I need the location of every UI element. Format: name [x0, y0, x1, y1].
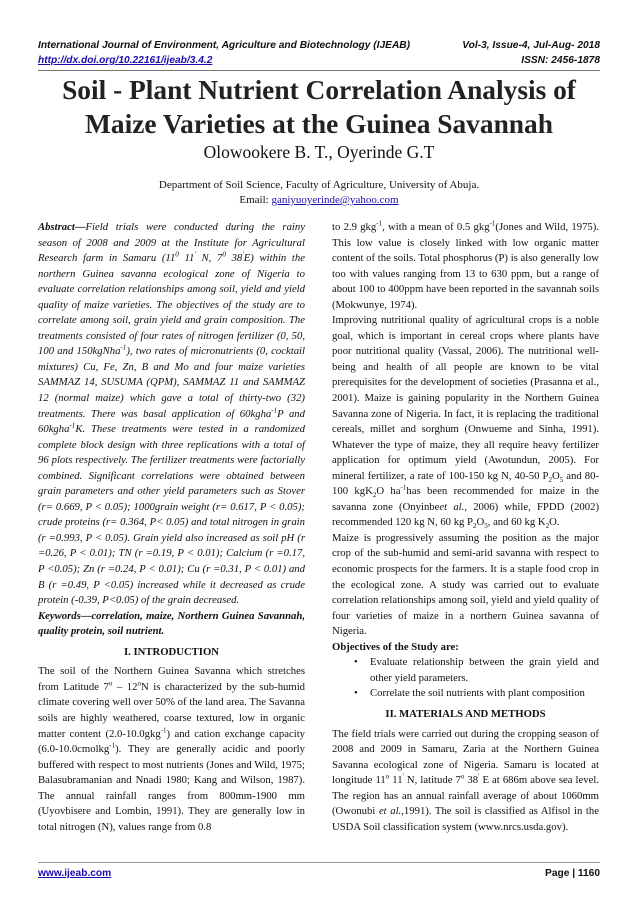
methods-paragraph — [332, 727, 599, 836]
p2-text-4: O ha — [376, 485, 401, 498]
bullet-icon: • — [354, 687, 358, 700]
prime-sup: ' — [402, 772, 404, 781]
degree-sup: 0 — [175, 250, 179, 259]
list-item — [354, 686, 599, 702]
methods-text-1: The field trials were carried out during the cropping season of 2008 and 2009 in Samaru, Zaria at the Northern Guinea Savanna ecological zone of Nigeria. Samaru is located at longitude 11 — [332, 727, 599, 787]
methods-text-2: 11 — [389, 774, 403, 787]
o-sup: o — [385, 772, 390, 781]
prime-sup: ' — [242, 250, 244, 259]
neg1-sup: -1 — [160, 725, 167, 734]
neg1-sup: -1 — [120, 343, 127, 352]
running-header — [38, 40, 600, 51]
p2-text-9: O. — [549, 516, 560, 529]
p2-text-6: , 2006) while, FPDD (2002) recommended 120 kg N, 60 kg P — [332, 500, 599, 529]
neg1-sup: -1 — [69, 421, 76, 430]
intro-text-4: ) and cation exchange capacity (6.0-10.0cmolkg — [38, 727, 306, 756]
p2-text-8: , and 60 kg K — [487, 516, 546, 529]
journal-name: International Journal of Environment, Agriculture and Biotechnology (IJEAB) — [38, 40, 411, 51]
neg1-sup: -1 — [489, 219, 496, 228]
abstract-text-7: P and 60kgha — [38, 407, 305, 436]
intro-continued — [332, 220, 599, 313]
abstract-text-3: N, 7 — [195, 252, 223, 265]
objective-text: Correlate the soil nutrients with plant composition — [370, 687, 585, 700]
intro-text-1: The soil of the Northern Guinea Savanna which stretches from Latitude 7 — [38, 665, 305, 693]
right-text-1: to 2.9 gkg — [332, 221, 377, 233]
bullet-icon: • — [354, 656, 358, 669]
left-column — [38, 220, 305, 835]
header-divider — [38, 70, 600, 71]
neg1-sup: -1 — [400, 483, 407, 492]
keywords-dash: — — [80, 609, 92, 622]
o-sup: o — [460, 772, 465, 781]
right-column — [332, 220, 599, 835]
methods-text-6: ,1991). The soil is classified as Alfisol in the USDA Soil classification system (www.nrcs.usda.gov). — [332, 805, 599, 833]
objectives-heading: Objectives of the Study are: — [332, 640, 459, 653]
p2-text-1: Improving nutritional quality of agricultural crops is a noble goal, which is important in cereal crops where plants have poor nutritional quality (Vassal, 2006). The nutritional well-being and health of all people are known to be vital prerequisites for the development of societies (Prasanna et al., 2001). Maize is gaining popularity in the Northern Guinea Savanna zone of Nigeria. In fact, it is replacing the traditional cereals, millet and sorghum (Onwueme and Sinha, 1991). Whatever the type of maize, they all require heavy fertilizer application for optimum yield (Awotundun, 2005). For mineral fertilizer, a rate of 100-150 kg N, 40-50 P — [332, 314, 599, 482]
abstract-label: Abstract — [38, 221, 75, 233]
p2-text-7: O — [476, 516, 485, 529]
keywords-text: correlation, maize, Northern Guinea Savannah, quality protein, soil nutrient. — [38, 609, 305, 638]
paragraph-nutritional-quality — [332, 313, 599, 531]
prime-sup: ' — [478, 772, 480, 781]
et-al: et al. — [378, 805, 402, 818]
sub-5: 5 — [559, 475, 564, 484]
neg1-sup: -1 — [271, 406, 278, 414]
abstract-text-2: 11 — [178, 252, 195, 265]
email-link[interactable]: ganiyuoyerinde@yahoo.com — [271, 194, 399, 206]
o-sup: o — [108, 679, 113, 688]
title-line-2: Maize Varieties at the Guinea Savannah — [85, 109, 553, 139]
footer-divider — [38, 862, 600, 863]
doi-link[interactable]: http://dx.doi.org/10.22161/ijeab/3.4.2 — [38, 55, 213, 66]
email-label: Email: — [239, 194, 269, 206]
keywords-label: Keywords — [38, 609, 81, 622]
website-link[interactable]: www.ijeab.com — [38, 868, 112, 879]
authors: Olowookere B. T., Oyerinde G.T — [203, 142, 435, 162]
list-item — [354, 655, 599, 686]
methods-text-3: N, latitude 7 — [403, 774, 461, 787]
neg1-sup: -1 — [109, 741, 116, 750]
right-text-3: (Jones and Wild, 1975). This low value is closely linked with low organic matter content of the soils. Total phosphorus (P) is also generally low too with values ranging from 13 to 630 ppm, but a range of about 100 to 400ppm have been reported in the savannah soils (Mokwunye, 1974). — [332, 221, 599, 311]
affiliation-block — [38, 178, 600, 208]
page-footer — [38, 868, 600, 879]
neg1-sup: -1 — [376, 219, 383, 228]
p2-text-5: has been recommended for maize in the savanna zone (Onyinbe — [332, 485, 599, 513]
o-sup: o — [137, 679, 141, 688]
introduction-paragraph — [38, 664, 305, 835]
keywords — [38, 609, 305, 640]
methods-heading: II. MATERIALS AND METHODS — [385, 707, 546, 720]
intro-text-2: – 12 — [112, 680, 138, 693]
page-number: Page | 1160 — [545, 868, 600, 879]
sub-2: 2 — [545, 522, 550, 531]
intro-text-5: ). They are generally acidic and poorly buffered with respect to most nutrients (Jones and Wild, 1975; Balasubramanian and Nnadi 1980; Kang and Wilson, 1987). The annual rainfall ranges from 800mm-1900 mm (Uyovbisere and Lombin, 1991). They are generally low in total nitrogen (N), values range from 0.8 — [38, 743, 305, 833]
abstract-text-4: 38 — [225, 252, 243, 265]
abstract-text-8: K. These treatments were tested in a randomized complete block design with three replications with a total of 96 plots respectively. The fertilizer treatments were factorially combined. Significant correlations were obtained between grain parameters and other yield parameters such as Stover (r= 0.669, P < 0.05); 1000grain weight (r= 0.617, P < 0.05); crude proteins (r= 0.364, P< 0.05) and total nitrogen in grain (r =0.993, P < 0.05). Grain yield also increased as soil pH (r =0.26, P < 0.01); TN (r =0.19, P < 0.01); Calcium (r =0.17, P <0.05); Zn (r =0.24, P < 0.01); Cu (r =0.31, P < 0.01) and B (r =0.49, P <0.05) increased while it decreased as crude protein (-0.39, P<0.05) of the grain decreased. — [38, 423, 305, 607]
sub-2: 2 — [372, 491, 377, 500]
abstract-text-5: E) within the northern Guinea savanna ecological zone of Nigeria to evaluate correlation relationships among soil, yield and yield quality of maize varieties. The objectives of the study are to correlate among soil, grain yield and grain composition. The treatments consisted of four rates of nitrogen fertilizer (0, 50, 100 and 150kgNha — [38, 252, 305, 358]
objective-text: Evaluate relationship between the grain yield and other yield parameters. — [370, 656, 599, 684]
sub-5: 5 — [484, 522, 488, 531]
et-al: et al. — [439, 500, 465, 513]
degree-sup: 0 — [222, 250, 226, 259]
issn: ISSN: 2456-1878 — [521, 55, 600, 66]
title-line-1: Soil - Plant Nutrient Correlation Analysis of — [62, 75, 576, 105]
p2-text-2: O — [551, 469, 560, 482]
paragraph-maize-position: Maize is progressively assuming the position as the major crop of the sub-humid and semi-arid savanna with respect to economic prospects for the farmers. It is a staple food crop in the ecological zone. A study was carried out to evaluate correlation relationships among soil, yield and yield quality of four varieties of maize in a northern Guinea savanna of Nigeria. — [332, 531, 599, 638]
objectives-list — [332, 655, 599, 702]
p2-text-3: and 80-100 kgK — [332, 469, 599, 498]
intro-text-3: N is characterized by the sub-humid climate covering well over 50% of the land area. The Savanna soils are highly weathered, coarse textured, low in organic matter content (2.0-10.0gkg — [38, 680, 306, 740]
affiliation: Department of Soil Science, Faculty of Agriculture, University of Abuja. — [158, 179, 480, 191]
paper-title — [38, 73, 600, 141]
introduction-heading: I. INTRODUCTION — [123, 645, 219, 658]
volume-issue: Vol-3, Issue-4, Jul-Aug- 2018 — [462, 40, 600, 51]
doi-line — [38, 55, 600, 66]
abstract-text-1: Field trials were conducted during the rainy season of 2008 and 2009 at the Institute for Agricultural Research farm in Samaru (11 — [38, 221, 305, 265]
abstract-text-6: ), two rates of micronutrients (0, cocktail mixtures) Cu, Fe, Zn, B and Mo and four maize varieties SAMMAZ 14, SUSUMA (QPM), SAMMAZ 11 and SAMMAZ 12 (normal maize) which gave a total of thirty-two (32) treatments. There was basal application of 60kgha — [38, 345, 305, 420]
methods-text-5: E at 686m above sea level. The region has an annual rainfall average of about 1060mm (Owonubi — [332, 774, 599, 818]
sub-2: 2 — [473, 522, 477, 531]
right-text-2: , with a mean of 0.5 gkg — [382, 221, 490, 233]
email-line — [38, 193, 600, 208]
prime-sup: ' — [194, 250, 196, 259]
methods-text-4: 38 — [464, 774, 479, 787]
sub-2: 2 — [548, 475, 552, 484]
abstract-dash: — — [74, 221, 86, 233]
abstract — [38, 220, 305, 609]
